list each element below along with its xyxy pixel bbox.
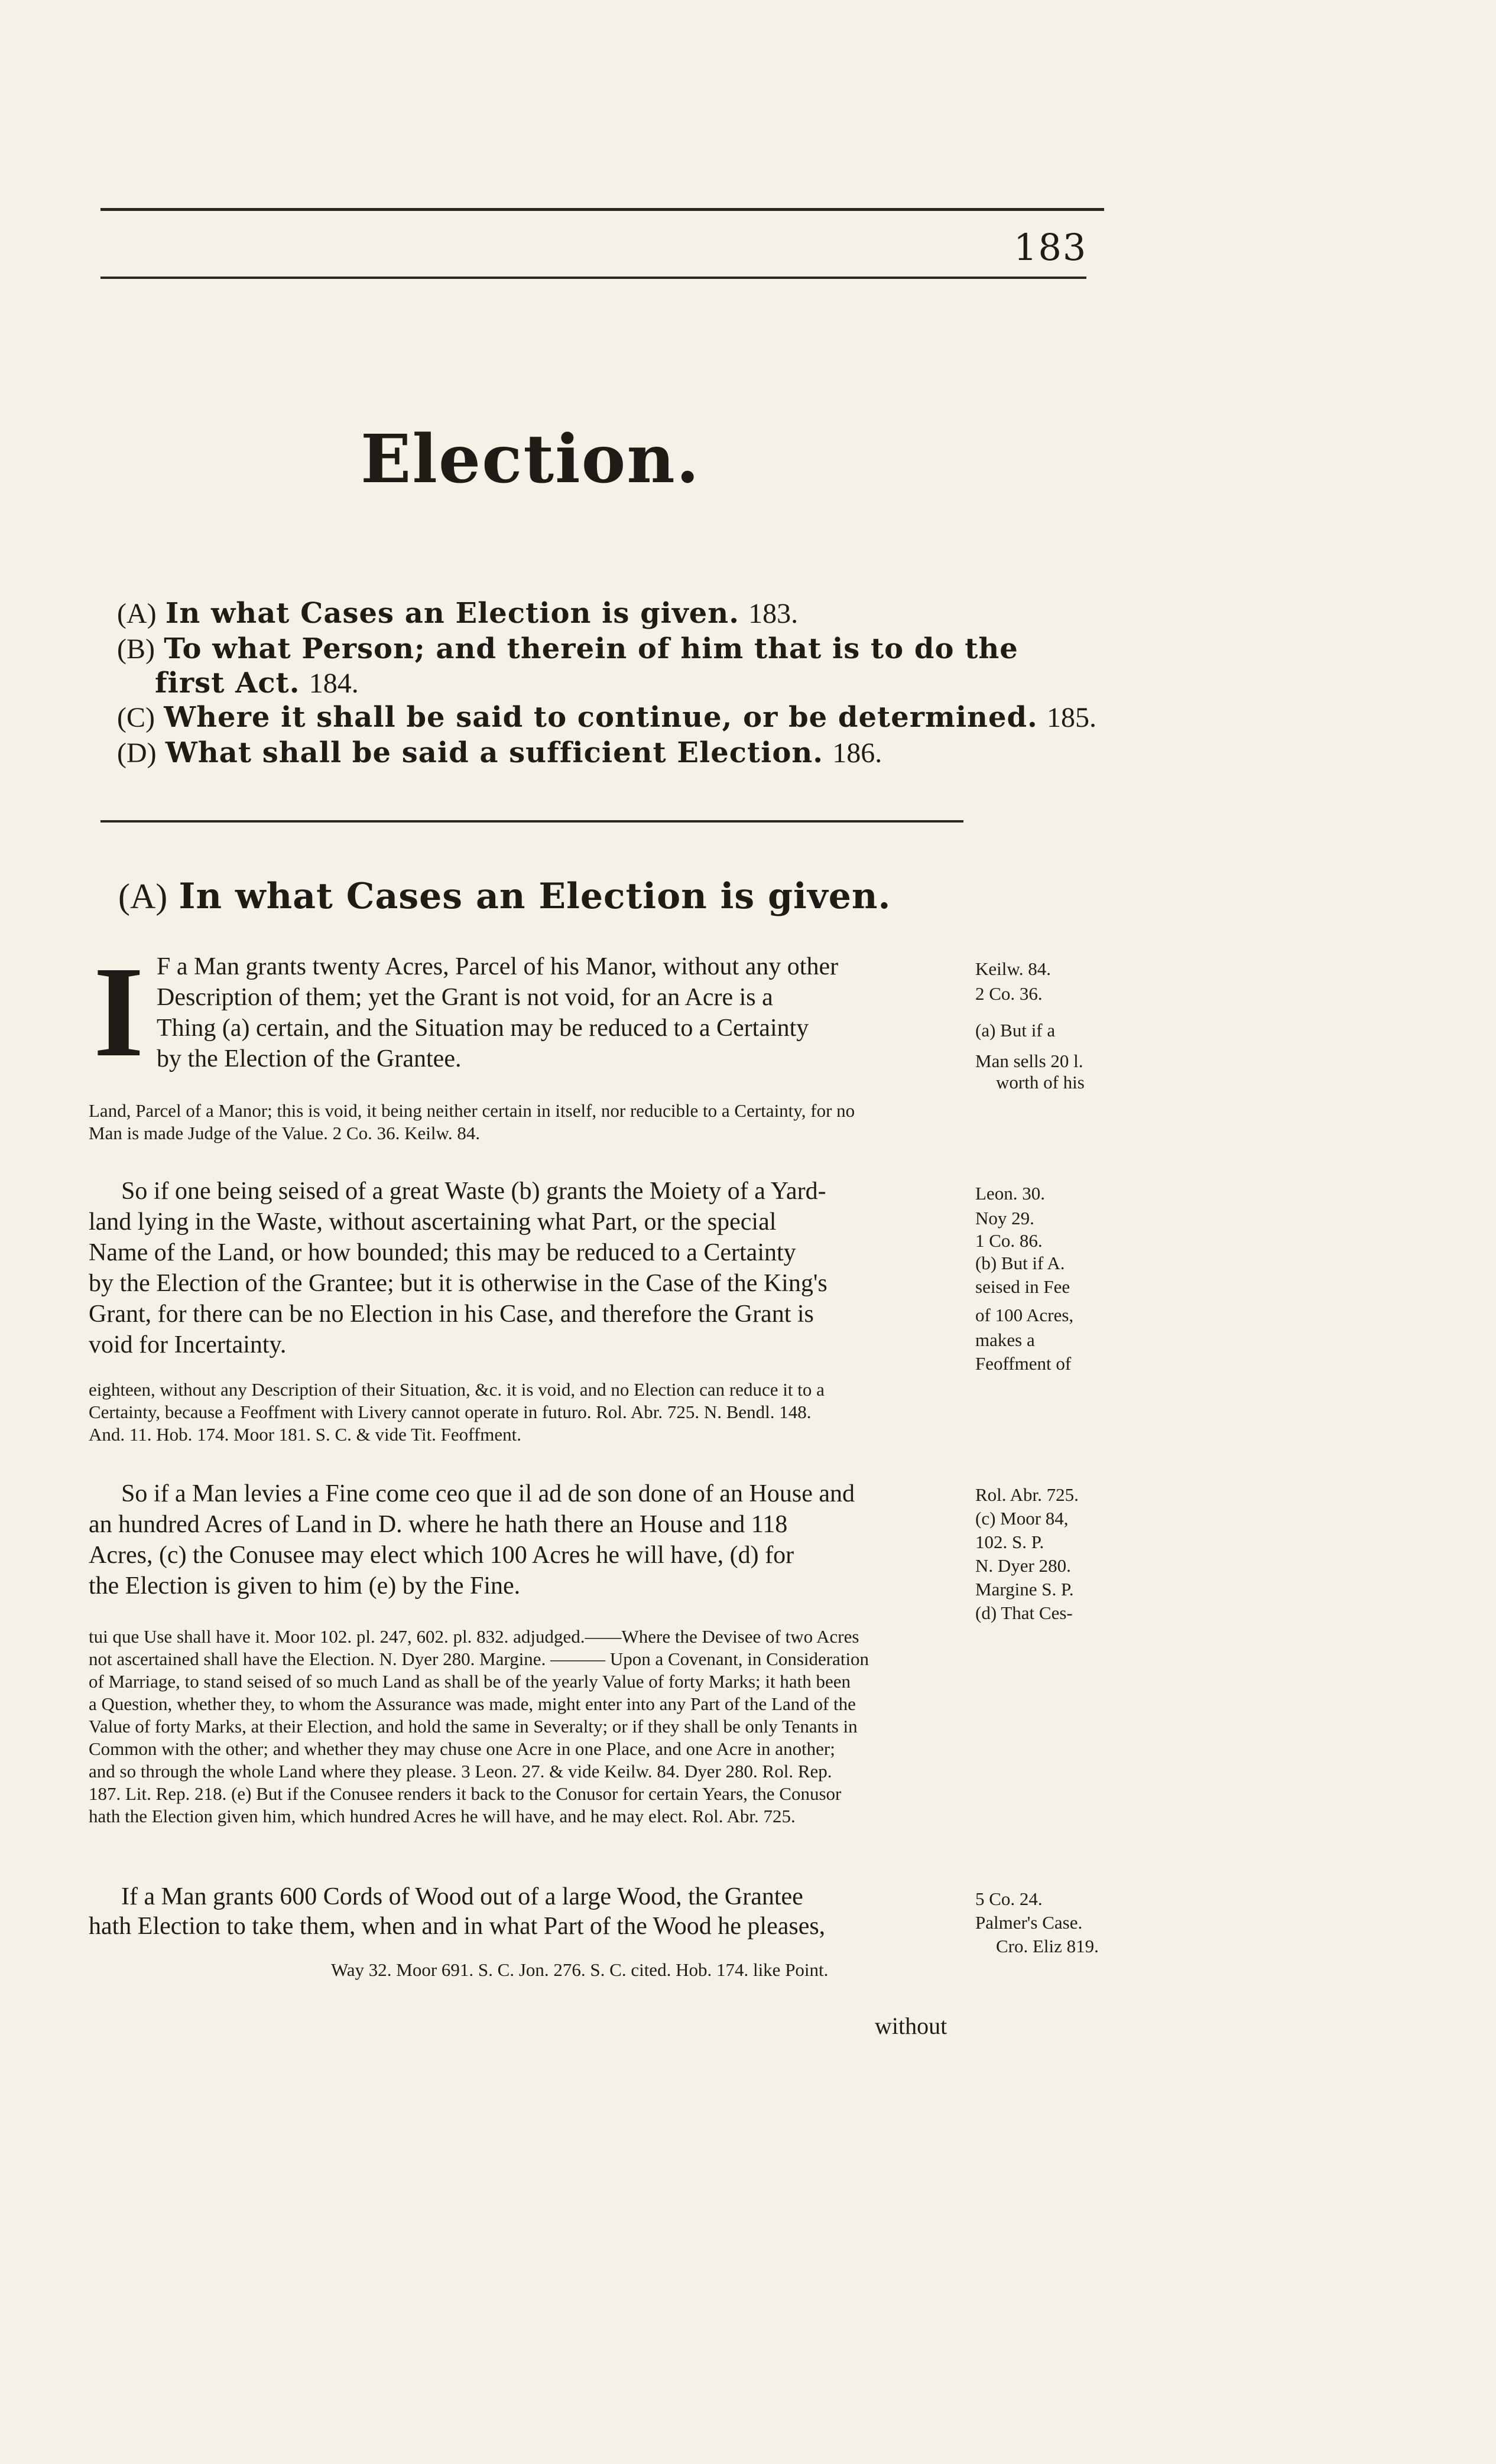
contents-item — [117, 632, 1018, 665]
margin-note: 1 Co. 86. — [975, 1230, 1043, 1251]
text-line: by the Election of the Grantee. — [157, 1045, 462, 1072]
contents-item-text: first Act. — [155, 667, 300, 700]
margin-note: (a) But if a — [975, 1020, 1056, 1041]
margin-note: Leon. 30. — [975, 1183, 1045, 1204]
footnote-line: Common with the other; and whether they may chuse one Acre in one Place, and one Acre in another; — [89, 1738, 835, 1759]
contents-rule — [100, 820, 963, 823]
margin-note: N. Dyer 280. — [975, 1555, 1071, 1576]
contents-item-key: (C) — [117, 702, 155, 733]
text-line: F a Man grants twenty Acres, Parcel of his Manor, without any other — [157, 953, 839, 980]
text-line: Thing (a) certain, and the Situation may be reduced to a Certainty — [157, 1015, 809, 1042]
contents-item-key: (B) — [117, 633, 155, 665]
footnote-line: of Marriage, to stand seised of so much Land as shall be of the yearly Value of forty Marks; it hath been — [89, 1671, 851, 1692]
margin-note: worth of his — [996, 1072, 1085, 1093]
footnote-line: Man is made Judge of the Value. 2 Co. 36. Keilw. 84. — [89, 1123, 481, 1143]
contents-item-key: (D) — [117, 737, 157, 769]
contents-item — [117, 597, 798, 630]
footnote-line: a Question, whether they, to whom the Assurance was made, might enter into any Part of the Land of the — [89, 1693, 856, 1714]
margin-note: makes a — [975, 1329, 1035, 1350]
text-line: Description of them; yet the Grant is not void, for an Acre is a — [157, 984, 773, 1011]
contents-item — [117, 736, 882, 769]
contents-item-page: 184. — [309, 668, 359, 699]
drop-cap: I — [93, 940, 144, 1084]
footnote-line: eighteen, without any Description of their Situation, &c. it is void, and no Election can reduce it to a — [89, 1379, 825, 1400]
text-line: Grant, for there can be no Election in his Case, and therefore the Grant is — [89, 1301, 814, 1328]
footnote-line: Land, Parcel of a Manor; this is void, it being neither certain in itself, nor reducible to a Certainty, for no — [89, 1100, 855, 1121]
margin-note: Feoffment of — [975, 1353, 1072, 1374]
footnote-line: And. 11. Hob. 174. Moor 181. S. C. & vide Tit. Feoffment. — [89, 1424, 521, 1445]
contents-item-page: 183. — [748, 598, 799, 629]
contents-item-page: 185. — [1047, 702, 1097, 733]
margin-note: 2 Co. 36. — [975, 983, 1043, 1004]
margin-note: 5 Co. 24. — [975, 1888, 1043, 1909]
margin-note: of 100 Acres, — [975, 1305, 1074, 1325]
margin-note: Rol. Abr. 725. — [975, 1484, 1079, 1505]
contents-item-text: What shall be said a sufficient Election. — [165, 736, 824, 769]
contents-item-text: Where it shall be said to continue, or be determined. — [164, 701, 1038, 734]
margin-note: (d) That Ces- — [975, 1602, 1073, 1623]
text-line: land lying in the Waste, without ascertaining what Part, or the special — [89, 1208, 777, 1236]
header-rule-top — [100, 208, 1104, 211]
footnote-line: hath the Election given him, which hundred Acres he will have, and he may elect. Rol. Abr. 725. — [89, 1806, 796, 1826]
margin-note: Keilw. 84. — [975, 958, 1051, 979]
catchword: without — [875, 2013, 947, 2039]
footnote-line: Value of forty Marks, at their Election, and hold the same in Severalty; or if they shall be only Tenants in — [89, 1716, 858, 1737]
margin-note: Man sells 20 l. — [975, 1051, 1083, 1071]
contents-item — [155, 667, 359, 700]
text-line: So if a Man levies a Fine come ceo que il ad de son done of an House and — [121, 1480, 855, 1507]
text-line: Name of the Land, or how bounded; this may be reduced to a Certainty — [89, 1239, 796, 1266]
text-line: void for Incertainty. — [89, 1331, 287, 1358]
footnote-line: not ascertained shall have the Election. N. Dyer 280. Margine. ——— Upon a Covenant, in Consideration — [89, 1649, 869, 1669]
margin-note: (c) Moor 84, — [975, 1508, 1069, 1529]
footnote-line: Certainty, because a Feoffment with Livery cannot operate in futuro. Rol. Abr. 725. N. Bendl. 148. — [89, 1402, 812, 1422]
margin-note: (b) But if A. — [975, 1253, 1065, 1273]
contents-item-key: (A) — [117, 598, 157, 629]
text-line: hath Election to take them, when and in what Part of the Wood he pleases, — [89, 1913, 826, 1940]
text-line: by the Election of the Grantee; but it is otherwise in the Case of the King's — [89, 1270, 827, 1297]
footnote-line: tui que Use shall have it. Moor 102. pl. 247, 602. pl. 832. adjudged.——Where the Devisee of two Acres — [89, 1626, 859, 1647]
margin-note: 102. S. P. — [975, 1532, 1044, 1552]
text-line: an hundred Acres of Land in D. where he hath there an House and 118 — [89, 1511, 788, 1538]
margin-note: Noy 29. — [975, 1208, 1034, 1228]
contents-item — [117, 701, 1096, 734]
text-line: the Election is given to him (e) by the Fine. — [89, 1572, 521, 1600]
header-rule-bottom — [100, 277, 1086, 279]
margin-note: Cro. Eliz 819. — [996, 1936, 1099, 1956]
margin-note: seised in Fee — [975, 1276, 1070, 1297]
section-heading — [118, 876, 891, 917]
section-key: (A) — [118, 877, 168, 916]
contents-item-text: To what Person; and therein of him that is to do the — [164, 632, 1018, 665]
contents-item-text: In what Cases an Election is given. — [165, 597, 739, 630]
contents-item-page: 186. — [832, 737, 882, 769]
text-line: So if one being seised of a great Waste (b) grants the Moiety of a Yard- — [121, 1178, 826, 1205]
page-number: 183 — [1014, 226, 1088, 269]
footnote-line: 187. Lit. Rep. 218. (e) But if the Conusee renders it back to the Conusor for certain Years, the Conusor — [89, 1783, 842, 1804]
footnote-line: Way 32. Moor 691. S. C. Jon. 276. S. C. cited. Hob. 174. like Point. — [331, 1959, 829, 1980]
margin-note: Margine S. P. — [975, 1579, 1074, 1600]
section-text: In what Cases an Election is given. — [179, 876, 891, 917]
text-line: If a Man grants 600 Cords of Wood out of a large Wood, the Grantee — [121, 1883, 803, 1910]
text-line: Acres, (c) the Conusee may elect which 100 Acres he will have, (d) for — [89, 1542, 794, 1569]
footnote-line: and so through the whole Land where they please. 3 Leon. 27. & vide Keilw. 84. Dyer 280. Rol. Rep. — [89, 1761, 832, 1782]
margin-note: Palmer's Case. — [975, 1912, 1083, 1933]
page-title: Election. — [361, 421, 700, 498]
